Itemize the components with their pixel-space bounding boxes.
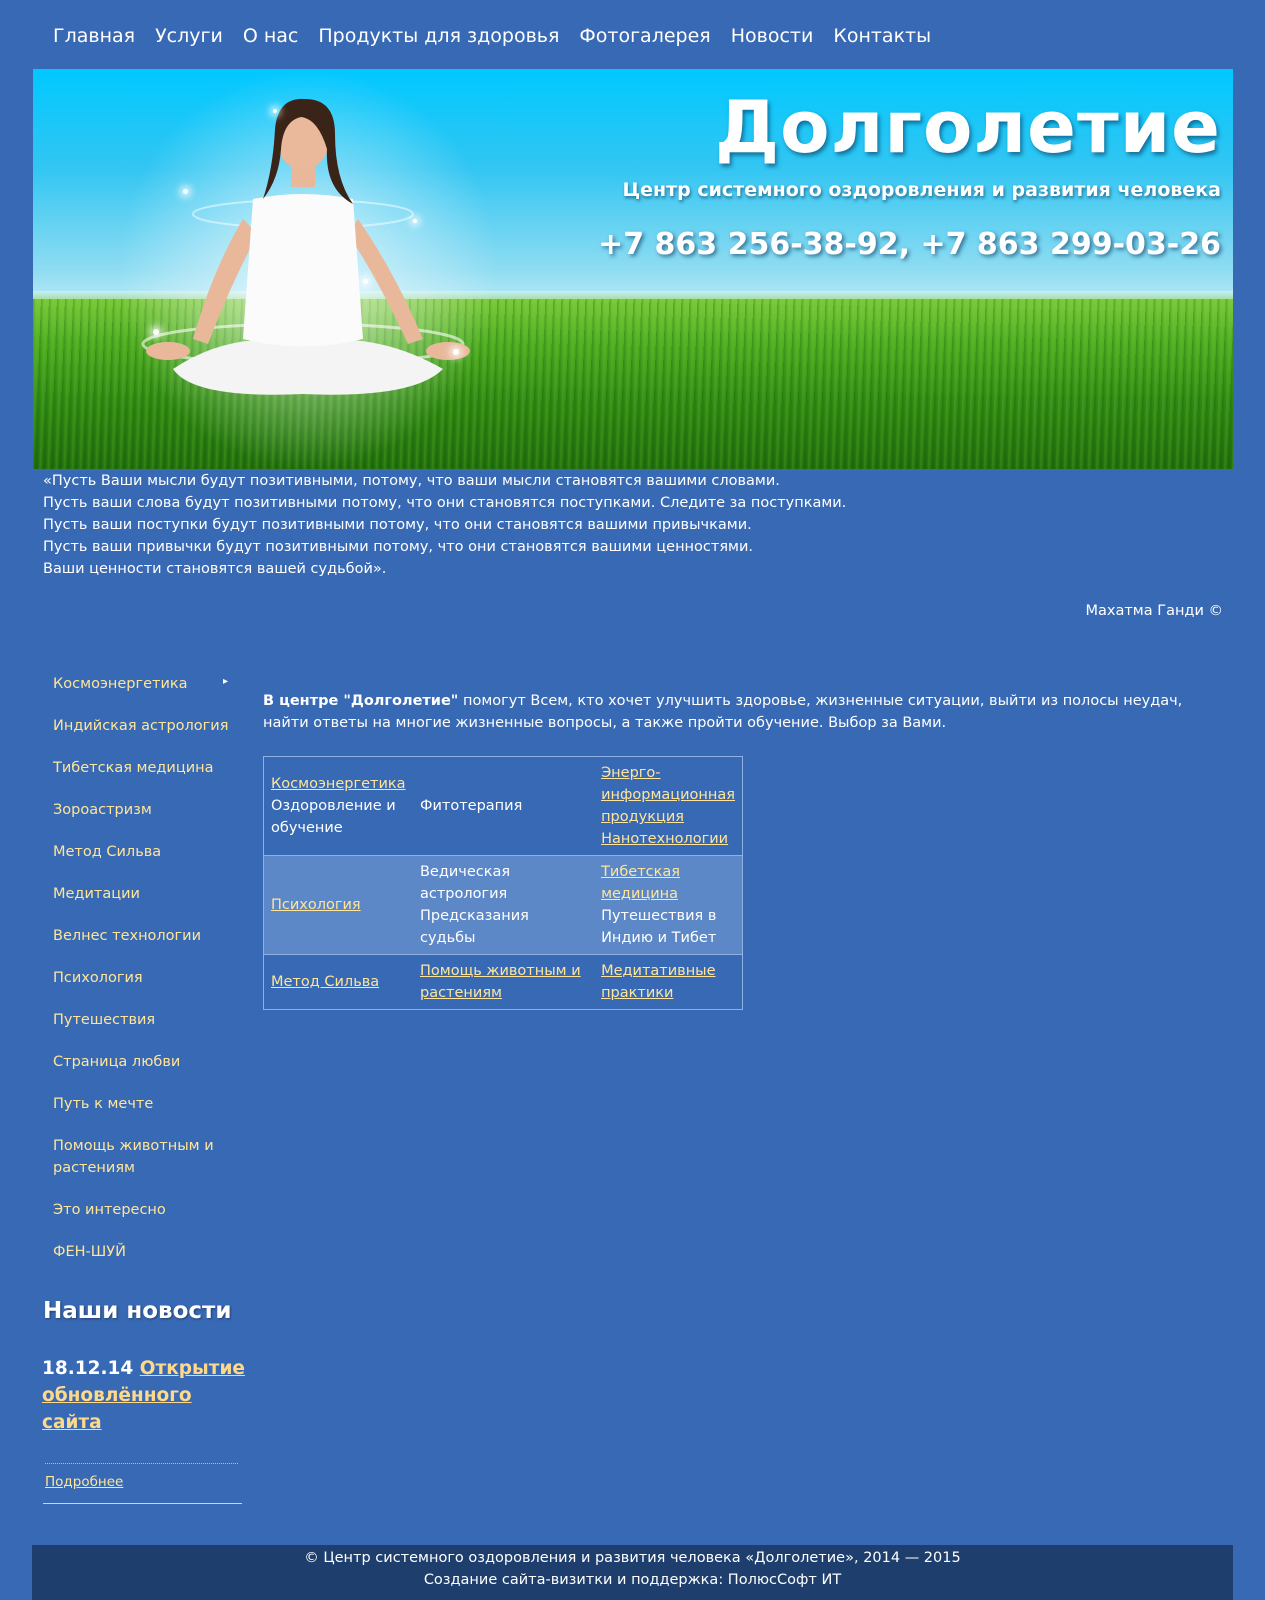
footer-credits: Создание сайта-визитки и поддержка: ПолюсСофт ИТ <box>423 1572 842 1588</box>
sidebar-item-meditations[interactable]: Медитации <box>53 886 140 902</box>
cell-text: Ведическая астрология <box>419 864 511 902</box>
news-more-link[interactable]: Подробнее <box>45 1474 124 1490</box>
nav-gallery[interactable]: Фотогалерея <box>579 25 711 47</box>
sidebar-item-travel[interactable]: Путешествия <box>53 1012 156 1028</box>
phone-numbers: +7 863 256-38-92, +7 863 299-03-26 <box>598 227 1221 262</box>
news-more <box>45 1474 123 1490</box>
services-table <box>263 756 743 1010</box>
chevron-right-icon: ▸ <box>223 676 229 687</box>
news-divider <box>45 1463 238 1464</box>
nav-services[interactable]: Услуги <box>155 25 223 47</box>
link-tibetan-medicine[interactable]: Тибетская медицина <box>601 864 680 902</box>
sidebar-item-indian-astrology[interactable]: Индийская астрология <box>53 718 229 734</box>
link-meditative-practices[interactable]: Медитативные практики <box>601 963 716 1001</box>
quote-line: Пусть ваши слова будут позитивными потому, что они становятся поступками. Следите за поступками. <box>43 495 847 511</box>
sidebar-item-psychology[interactable]: Психология <box>53 970 143 986</box>
table-row <box>264 856 743 955</box>
cell-text: Фитотерапия <box>419 798 523 814</box>
sparkle-2 <box>363 279 368 284</box>
site-subtitle: Центр системного оздоровления и развития человека <box>622 179 1221 201</box>
link-silva-method[interactable]: Метод Сильва <box>271 974 380 990</box>
sparkle-4 <box>183 189 188 194</box>
sidebar-item-label: Космоэнергетика <box>53 676 188 692</box>
sidebar-item-tibetan-medicine[interactable]: Тибетская медицина <box>53 760 214 776</box>
sidebar-menu <box>53 673 233 1283</box>
intro-bold: В центре "Долголетие" <box>263 693 459 709</box>
sidebar-item-path-to-dream[interactable]: Путь к мечте <box>53 1096 154 1112</box>
table-cell <box>264 757 413 856</box>
sparkle-3 <box>413 219 417 223</box>
sparkle-6 <box>273 109 277 113</box>
nav-news[interactable]: Новости <box>730 25 814 47</box>
table-cell <box>413 955 594 1010</box>
quote-line: Ваши ценности становятся вашей судьбой». <box>43 561 387 577</box>
site-title: Долголетие <box>715 85 1221 169</box>
link-psychology[interactable]: Психология <box>271 897 361 913</box>
sidebar-item-interesting[interactable]: Это интересно <box>53 1202 166 1218</box>
sparkle-5 <box>453 349 459 355</box>
news-divider <box>43 1503 242 1504</box>
meditating-woman-illustration <box>113 69 553 469</box>
quote-line: «Пусть Ваши мысли будут позитивными, потому, что ваши мысли становятся вашими словами. <box>43 473 780 489</box>
table-cell <box>594 955 742 1010</box>
sparkle-1 <box>153 329 159 335</box>
nav-home[interactable]: Главная <box>53 25 136 47</box>
news-item <box>42 1355 252 1436</box>
quote-block <box>43 470 846 580</box>
top-nav <box>43 22 941 50</box>
intro-rest: помогут Всем, кто хочет улучшить здоровье, жизненные ситуации, выйти из полосы неудач, найти ответы на многие жизненные вопросы, а также пройти обучение. Выбор за Вами. <box>263 693 1183 731</box>
sidebar-item-wellness[interactable]: Велнес технологии <box>53 928 202 944</box>
link-energy-info-products[interactable]: Энерго-информационная продукция <box>601 765 735 825</box>
news-heading: Наши новости <box>43 1298 232 1324</box>
cell-text: Предсказания судьбы <box>419 908 529 946</box>
table-cell <box>413 856 594 955</box>
quote-author: Махатма Ганди © <box>1085 603 1223 619</box>
cell-text: Оздоровление и обучение <box>271 798 396 836</box>
cell-text: Путешествия в Индию и Тибет <box>601 908 717 946</box>
sidebar-item-zoroastrianism[interactable]: Зороастризм <box>53 802 152 818</box>
link-help-animals-plants[interactable]: Помощь животным и растениям <box>419 963 581 1001</box>
intro-text <box>263 690 1203 734</box>
table-cell <box>264 856 413 955</box>
table-cell <box>594 856 742 955</box>
nav-health-products[interactable]: Продукты для здоровья <box>318 25 560 47</box>
table-cell <box>594 757 742 856</box>
sidebar-item-help-animals-plants[interactable]: Помощь животным и растениям <box>53 1138 214 1176</box>
link-kosmoenergetika[interactable]: Космоэнергетика <box>271 776 406 792</box>
news-headline-link[interactable]: Открытие обновлённого сайта <box>42 1358 245 1433</box>
sidebar-item-silva-method[interactable]: Метод Сильва <box>53 844 162 860</box>
sidebar-item-love-page[interactable]: Страница любви <box>53 1054 181 1070</box>
nav-about[interactable]: О нас <box>242 25 299 47</box>
table-cell <box>264 955 413 1010</box>
sidebar-item-kosmoenergetika[interactable] <box>53 673 233 695</box>
sidebar-item-feng-shui[interactable]: ФЕН-ШУЙ <box>53 1244 126 1260</box>
quote-line: Пусть ваши поступки будут позитивными потому, что они становятся вашими привычками. <box>43 517 752 533</box>
table-row <box>264 757 743 856</box>
table-cell <box>413 757 594 856</box>
header-banner <box>33 69 1233 469</box>
footer <box>32 1545 1233 1600</box>
table-row <box>264 955 743 1010</box>
footer-copyright: © Центр системного оздоровления и развития человека «Долголетие», 2014 — 2015 <box>304 1550 961 1566</box>
quote-line: Пусть ваши привычки будут позитивными потому, что они становятся вашими ценностями. <box>43 539 754 555</box>
nav-contacts[interactable]: Контакты <box>833 25 932 47</box>
link-nanotech[interactable]: Нанотехнологии <box>601 831 729 847</box>
news-date: 18.12.14 <box>42 1358 134 1379</box>
